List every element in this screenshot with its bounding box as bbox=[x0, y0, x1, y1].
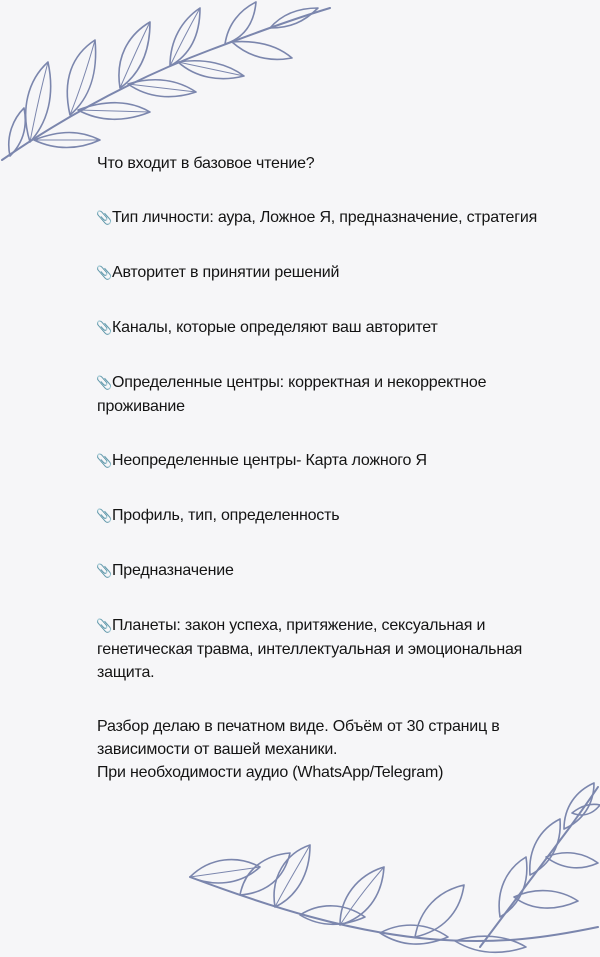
list-item: 📎Каналы, которые определяют ваш авторитет bbox=[97, 316, 567, 340]
list-item: 📎Тип личности: аура, Ложное Я, предназначение, стратегия bbox=[97, 206, 567, 230]
top-leaf-branch-decoration bbox=[0, 0, 340, 170]
paperclip-icon: 📎 bbox=[96, 564, 112, 579]
footer-format-note: Разбор делаю в печатном виде. Объём от 30 страниц в зависимости от вашей механики. bbox=[97, 718, 500, 758]
reading-contents bbox=[97, 152, 567, 784]
list-item: 📎Неопределенные центры- Карта ложного Я bbox=[97, 449, 567, 473]
paperclip-icon: 📎 bbox=[96, 509, 112, 524]
paperclip-icon: 📎 bbox=[96, 619, 112, 634]
paperclip-icon: 📎 bbox=[96, 321, 112, 336]
paperclip-icon: 📎 bbox=[96, 454, 112, 469]
footer-audio-note: При необходимости аудио (WhatsApp/Telegram) bbox=[97, 764, 444, 781]
bottom-leaf-branch-decoration bbox=[180, 757, 600, 957]
list-item: 📎Авторитет в принятии решений bbox=[97, 261, 567, 285]
section-heading: Что входит в базовое чтение? bbox=[97, 155, 315, 172]
list-item: 📎Предназначение bbox=[97, 559, 567, 583]
paperclip-icon: 📎 bbox=[96, 266, 112, 281]
list-item: 📎Определенные центры: корректная и некорректное проживание bbox=[96, 374, 487, 415]
paperclip-icon: 📎 bbox=[96, 211, 112, 226]
list-item: 📎Планеты: закон успеха, притяжение, сексуальная и генетическая травма, интеллектуальная и эмоциональная защита. bbox=[96, 617, 523, 681]
list-item: 📎Профиль, тип, определенность bbox=[97, 504, 567, 528]
paperclip-icon: 📎 bbox=[96, 376, 112, 391]
